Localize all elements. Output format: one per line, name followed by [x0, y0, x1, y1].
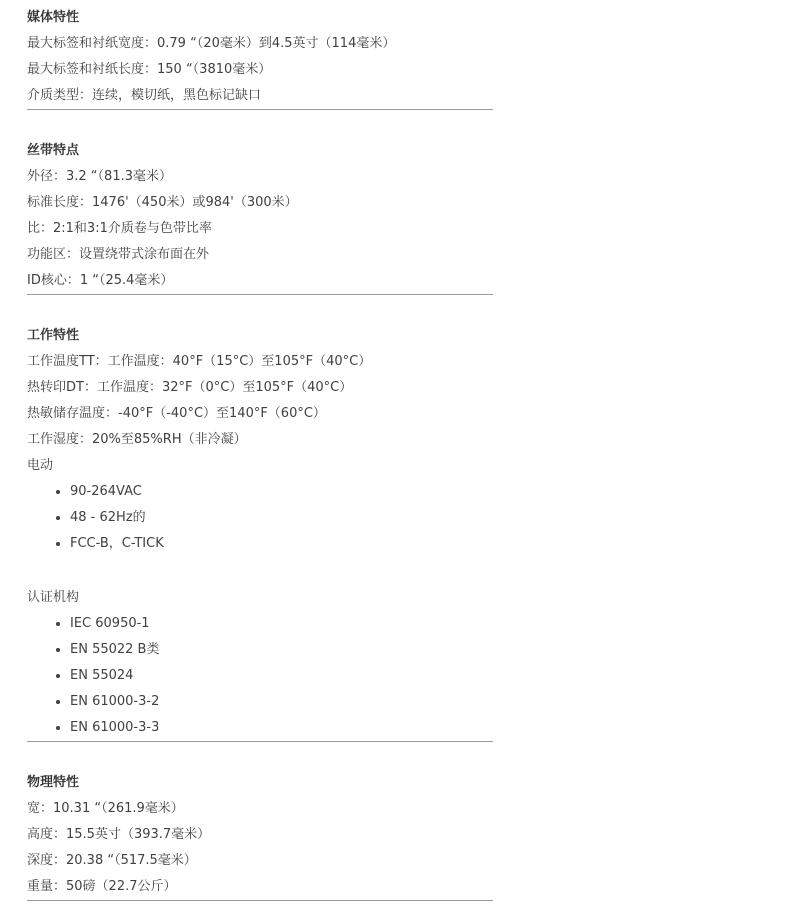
spec-line: 工作湿度：20%至85%RH（非冷凝）	[27, 432, 247, 447]
spec-line: 最大标签和衬纸长度：150 “（3810毫米）	[27, 62, 272, 77]
section-divider	[27, 741, 493, 742]
spec-list	[27, 479, 493, 557]
spec-list-item: • EN 61000-3-2	[70, 689, 493, 715]
spec-line: ID核心：1 “（25.4毫米）	[27, 273, 174, 288]
spec-line: 外径：3.2 “（81.3毫米）	[27, 169, 172, 184]
section-heading: 丝带特点	[27, 143, 80, 158]
spec-line: 热转印DT：工作温度：32°F（0°C）至105°F（40°C）	[27, 380, 353, 395]
spec-line: 高度：15.5英寸（393.7毫米）	[27, 827, 211, 842]
spec-list	[27, 611, 493, 741]
spec-list-item: • EN 61000-3-3	[70, 715, 493, 741]
spec-line: 电动	[27, 458, 54, 473]
spec-line: 标准长度：1476'（450米）或984'（300米）	[27, 195, 298, 210]
spec-line: 工作温度TT：工作温度：40°F（15°C）至105°F（40°C）	[27, 354, 372, 369]
spec-line: 认证机构	[27, 590, 80, 605]
spec-section	[27, 323, 493, 557]
spec-list-item: • EN 55024	[70, 663, 493, 689]
section-divider	[27, 294, 493, 295]
spec-line: 深度：20.38 “（517.5毫米）	[27, 853, 197, 868]
spec-list-item: • 90-264VAC	[70, 479, 493, 505]
section-heading: 物理特性	[27, 775, 80, 790]
spec-list-item: • IEC 60950-1	[70, 611, 493, 637]
section-divider	[27, 109, 493, 110]
section-divider	[27, 900, 493, 901]
spec-list-item: • 48 - 62Hz的	[70, 505, 493, 531]
spec-line: 热敏储存温度：-40°F（-40°C）至140°F（60°C）	[27, 406, 326, 421]
spec-section	[27, 138, 493, 295]
spec-line: 最大标签和衬纸宽度：0.79 “（20毫米）到4.5英寸（114毫米）	[27, 36, 396, 51]
spec-line: 宽：10.31 “（261.9毫米）	[27, 801, 184, 816]
spec-line: 功能区：设置绕带式涂布面在外	[27, 247, 210, 262]
spec-list-item: • EN 55022 B类	[70, 637, 493, 663]
section-heading: 工作特性	[27, 328, 80, 343]
spec-line: 重量：50磅（22.7公斤）	[27, 879, 177, 894]
spec-line: 比：2:1和3:1介质卷与色带比率	[27, 221, 212, 236]
spec-section	[27, 5, 493, 110]
section-heading: 媒体特性	[27, 10, 80, 25]
spec-section	[27, 770, 493, 901]
spec-section	[27, 585, 493, 742]
spec-line: 介质类型：连续，模切纸，黑色标记缺口	[27, 88, 262, 103]
spec-list-item: • FCC-B，C-TICK	[70, 531, 493, 557]
